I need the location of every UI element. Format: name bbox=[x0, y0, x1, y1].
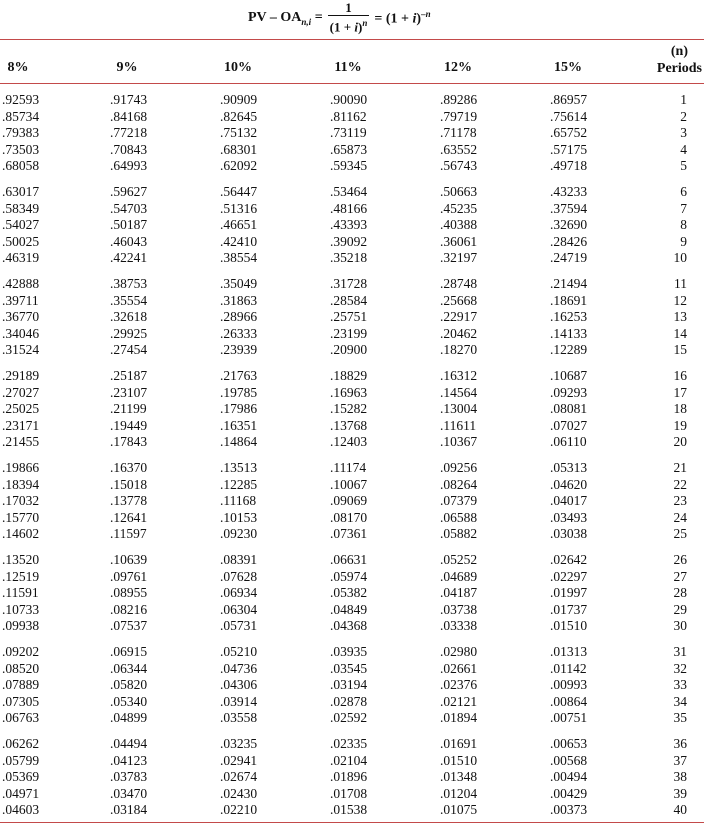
table-cell: .07361 bbox=[330, 526, 368, 542]
table-cell: .23939 bbox=[220, 342, 258, 358]
table-cell: .13778 bbox=[110, 493, 148, 509]
table-cell: .51316 bbox=[220, 200, 258, 216]
period-cell: 2 bbox=[680, 108, 687, 124]
table-cell: .25025 bbox=[2, 401, 40, 417]
table-cell: .05974 bbox=[330, 568, 368, 584]
table-cell: .40388 bbox=[440, 217, 478, 233]
period-cell: 11 bbox=[674, 276, 687, 291]
table-cell: .09293 bbox=[550, 384, 588, 400]
table-cell: .05820 bbox=[110, 677, 148, 693]
table-cell: .29189 bbox=[2, 368, 40, 383]
table-cell: .01737 bbox=[550, 601, 588, 617]
table-cell: .12519 bbox=[2, 568, 40, 584]
table-cell: .43393 bbox=[330, 217, 368, 233]
table-cell: .07537 bbox=[110, 618, 148, 634]
table-cell: .07305 bbox=[2, 693, 40, 709]
table-cell: .15018 bbox=[110, 476, 148, 492]
table-cell: .50663 bbox=[440, 184, 478, 199]
table-cell: .05799 bbox=[2, 752, 40, 768]
table-cell: .09938 bbox=[2, 618, 40, 634]
table-cell: .06915 bbox=[110, 644, 148, 659]
table-cell: .03493 bbox=[550, 509, 588, 525]
table-cell: .06588 bbox=[440, 509, 478, 525]
table-cell: .42888 bbox=[2, 276, 40, 291]
table-cell: .02980 bbox=[440, 644, 478, 659]
period-cell: 20 bbox=[673, 434, 687, 450]
table-cell: .16351 bbox=[220, 417, 258, 433]
table-cell: .02878 bbox=[330, 693, 368, 709]
table-cell: .53464 bbox=[330, 184, 368, 199]
table-cell: .00494 bbox=[550, 769, 588, 785]
table-cell: .09230 bbox=[220, 526, 258, 542]
table-cell: .13513 bbox=[220, 460, 258, 475]
table-cell: .09202 bbox=[2, 644, 40, 659]
period-cell: 13 bbox=[673, 309, 687, 325]
table-cell: .04971 bbox=[2, 785, 40, 801]
table-cell: .04736 bbox=[220, 660, 258, 676]
table-cell: .73503 bbox=[2, 141, 40, 157]
table-cell: .04620 bbox=[550, 476, 588, 492]
periods-header-n: (n) bbox=[670, 44, 688, 59]
table-cell: .05369 bbox=[2, 769, 40, 785]
column-header: 8% bbox=[7, 60, 29, 75]
table-cell: .82645 bbox=[220, 108, 258, 124]
period-cell: 21 bbox=[673, 460, 687, 475]
table-cell: .38753 bbox=[110, 276, 148, 291]
table-cell: .70843 bbox=[110, 141, 148, 157]
table-cell: .39092 bbox=[330, 233, 368, 249]
table-cell: .03935 bbox=[330, 644, 368, 659]
column-header: 15% bbox=[554, 60, 582, 75]
table-cell: .03558 bbox=[220, 710, 258, 726]
table-cell: .31728 bbox=[330, 276, 368, 291]
table-cell: .79719 bbox=[440, 108, 478, 124]
formula-rhs: = $(1 + i)^{-n}$ bbox=[374, 8, 431, 27]
table-cell: .35554 bbox=[110, 292, 148, 308]
table-cell: .36061 bbox=[440, 233, 478, 249]
table-cell: .10639 bbox=[110, 552, 148, 567]
table-cell: .01894 bbox=[440, 710, 478, 726]
period-cell: 22 bbox=[673, 476, 687, 492]
formula-numerator: 1 bbox=[345, 0, 352, 16]
table-cell: .18829 bbox=[330, 368, 368, 383]
period-cell: 15 bbox=[673, 342, 687, 358]
table-cell: .04849 bbox=[330, 601, 368, 617]
table-cell: .54703 bbox=[110, 200, 148, 216]
formula-lhs: PV – $OA_{n,i}$ = bbox=[248, 9, 323, 27]
table-cell: .03184 bbox=[110, 802, 148, 818]
table-cell: .89286 bbox=[440, 92, 478, 107]
table-cell: .12641 bbox=[110, 509, 148, 525]
table-cell: .17032 bbox=[2, 493, 40, 509]
table-cell: .02297 bbox=[550, 568, 588, 584]
table-cell: .28426 bbox=[550, 233, 588, 249]
table-cell: .08520 bbox=[2, 660, 40, 676]
period-cell: 38 bbox=[673, 769, 687, 785]
table-cell: .06262 bbox=[2, 736, 40, 751]
table-cell: .18394 bbox=[2, 476, 40, 492]
table-cell: .16370 bbox=[110, 460, 148, 475]
period-cell: 12 bbox=[673, 292, 687, 308]
table-cell: .02104 bbox=[330, 752, 368, 768]
table-cell: .05382 bbox=[330, 585, 368, 601]
table-cell: .21763 bbox=[220, 368, 258, 383]
table-cell: .19449 bbox=[110, 417, 148, 433]
table-cell: .03338 bbox=[440, 618, 478, 634]
table-cell: .01348 bbox=[440, 769, 478, 785]
table-cell: .03194 bbox=[330, 677, 368, 693]
table-cell: .08391 bbox=[220, 552, 258, 567]
table-cell: .00429 bbox=[550, 785, 588, 801]
table-cell: .81162 bbox=[330, 108, 367, 124]
table-cell: .48166 bbox=[330, 200, 368, 216]
table-cell: .01075 bbox=[440, 802, 478, 818]
column-header: 9% bbox=[116, 60, 138, 75]
period-cell: 31 bbox=[673, 644, 687, 659]
table-cell: .23107 bbox=[110, 384, 148, 400]
table-cell: .31863 bbox=[220, 292, 258, 308]
table-cell: .75132 bbox=[220, 125, 258, 141]
period-cell: 8 bbox=[680, 217, 687, 233]
table-cell: .20462 bbox=[440, 325, 478, 341]
header-rule bbox=[0, 83, 704, 84]
table-cell: .14602 bbox=[2, 526, 40, 542]
table-cell: .21455 bbox=[2, 434, 40, 450]
period-cell: 17 bbox=[673, 384, 687, 400]
table-cell: .04899 bbox=[110, 710, 148, 726]
table-cell: .27027 bbox=[2, 384, 40, 400]
table-cell: .04123 bbox=[110, 752, 148, 768]
table-cell: .25751 bbox=[330, 309, 368, 325]
table-cell: .45235 bbox=[440, 200, 478, 216]
period-cell: 6 bbox=[680, 184, 687, 199]
table-cell: .01538 bbox=[330, 802, 368, 818]
period-cell: 14 bbox=[673, 325, 687, 341]
table-cell: .18691 bbox=[550, 292, 588, 308]
table-cell: .10687 bbox=[550, 368, 588, 383]
table-cell: .28584 bbox=[330, 292, 368, 308]
period-cell: 23 bbox=[673, 493, 687, 509]
period-cell: 24 bbox=[673, 509, 687, 525]
table-cell: .10733 bbox=[2, 601, 40, 617]
table-cell: .03545 bbox=[330, 660, 368, 676]
table-cell: .28748 bbox=[440, 276, 478, 291]
table-cell: .01313 bbox=[550, 644, 588, 659]
table-cell: .01510 bbox=[550, 618, 588, 634]
table-cell: .04368 bbox=[330, 618, 368, 634]
table-cell: .03038 bbox=[550, 526, 588, 542]
table-cell: .03235 bbox=[220, 736, 258, 751]
table-cell: .00864 bbox=[550, 693, 588, 709]
table-cell: .13520 bbox=[2, 552, 40, 567]
table-cell: .39711 bbox=[2, 292, 39, 308]
table-cell: .26333 bbox=[220, 325, 258, 341]
table-cell: .04187 bbox=[440, 585, 478, 601]
table-cell: .73119 bbox=[330, 125, 367, 141]
table-cell: .10153 bbox=[220, 509, 258, 525]
table-cell: .75614 bbox=[550, 108, 588, 124]
table-cell: .24719 bbox=[550, 250, 588, 266]
period-cell: 10 bbox=[673, 250, 687, 266]
table-cell: .59627 bbox=[110, 184, 148, 199]
table-cell: .90090 bbox=[330, 92, 368, 107]
table-cell: .50025 bbox=[2, 233, 40, 249]
table-cell: .06934 bbox=[220, 585, 258, 601]
table-cell: .07889 bbox=[2, 677, 40, 693]
table-cell: .09761 bbox=[110, 568, 148, 584]
periods-header bbox=[657, 43, 702, 77]
table-cell: .18270 bbox=[440, 342, 478, 358]
table-cell: .77218 bbox=[110, 125, 148, 141]
table-cell: .46319 bbox=[2, 250, 40, 266]
table-cell: .62092 bbox=[220, 158, 258, 174]
table-cell: .31524 bbox=[2, 342, 40, 358]
table-cell: .90909 bbox=[220, 92, 258, 107]
table-cell: .42241 bbox=[110, 250, 148, 266]
table-cell: .13768 bbox=[330, 417, 368, 433]
table-cell: .84168 bbox=[110, 108, 148, 124]
table-cell: .05313 bbox=[550, 460, 588, 475]
table-cell: .09069 bbox=[330, 493, 368, 509]
period-cell: 34 bbox=[673, 693, 687, 709]
table-cell: .35049 bbox=[220, 276, 258, 291]
table-cell: .06344 bbox=[110, 660, 148, 676]
table-cell: .02376 bbox=[440, 677, 478, 693]
table-cell: .22917 bbox=[440, 309, 478, 325]
table-cell: .02674 bbox=[220, 769, 258, 785]
period-cell: 9 bbox=[680, 233, 687, 249]
table-cell: .06631 bbox=[330, 552, 368, 567]
table-cell: .21199 bbox=[110, 401, 147, 417]
table-cell: .91743 bbox=[110, 92, 148, 107]
formula-fraction bbox=[328, 1, 370, 34]
table-cell: .11174 bbox=[330, 460, 367, 475]
table-cell: .08170 bbox=[330, 509, 368, 525]
column-header: 10% bbox=[224, 60, 252, 75]
period-cell: 3 bbox=[680, 125, 687, 141]
column-header: 11% bbox=[334, 60, 362, 75]
period-cell: 30 bbox=[673, 618, 687, 634]
table-cell: .57175 bbox=[550, 141, 588, 157]
table-cell: .56447 bbox=[220, 184, 258, 199]
table-cell: .07027 bbox=[550, 417, 588, 433]
table-cell: .14564 bbox=[440, 384, 478, 400]
period-cell: 18 bbox=[673, 401, 687, 417]
table-cell: .65873 bbox=[330, 141, 368, 157]
table-cell: .03738 bbox=[440, 601, 478, 617]
table-cell: .32197 bbox=[440, 250, 478, 266]
table-cell: .68058 bbox=[2, 158, 40, 174]
period-cell: 19 bbox=[673, 417, 687, 433]
table-cell: .92593 bbox=[2, 92, 40, 107]
period-cell: 32 bbox=[673, 660, 687, 676]
period-cell: 7 bbox=[680, 200, 687, 216]
table-cell: .05882 bbox=[440, 526, 478, 542]
table-cell: .02121 bbox=[440, 693, 478, 709]
table-cell: .37594 bbox=[550, 200, 588, 216]
period-cell: 16 bbox=[673, 368, 687, 383]
table-cell: .03470 bbox=[110, 785, 148, 801]
table-cell: .59345 bbox=[330, 158, 368, 174]
table-cell: .00373 bbox=[550, 802, 588, 818]
table-cell: .12289 bbox=[550, 342, 588, 358]
table-cell: .10067 bbox=[330, 476, 368, 492]
period-cell: 4 bbox=[680, 141, 687, 157]
table-cell: .01204 bbox=[440, 785, 478, 801]
table-cell: .02661 bbox=[440, 660, 478, 676]
table-cell: .09256 bbox=[440, 460, 478, 475]
table-cell: .01997 bbox=[550, 585, 588, 601]
table-cell: .19866 bbox=[2, 460, 40, 475]
table-cell: .10367 bbox=[440, 434, 478, 450]
period-cell: 27 bbox=[673, 568, 687, 584]
table-cell: .46651 bbox=[220, 217, 258, 233]
table-cell: .14133 bbox=[550, 325, 588, 341]
table-cell: .00751 bbox=[550, 710, 588, 726]
table-cell: .07379 bbox=[440, 493, 478, 509]
table-cell: .68301 bbox=[220, 141, 258, 157]
table-cell: .15770 bbox=[2, 509, 40, 525]
table-cell: .21494 bbox=[550, 276, 588, 291]
table-cell: .06763 bbox=[2, 710, 40, 726]
table-cell: .35218 bbox=[330, 250, 368, 266]
table-cell: .43233 bbox=[550, 184, 588, 199]
table-cell: .17986 bbox=[220, 401, 258, 417]
table-cell: .27454 bbox=[110, 342, 148, 358]
table-cell: .08264 bbox=[440, 476, 478, 492]
table-cell: .01896 bbox=[330, 769, 368, 785]
table-cell: .16253 bbox=[550, 309, 588, 325]
table-cell: .01691 bbox=[440, 736, 478, 751]
table-cell: .05210 bbox=[220, 644, 258, 659]
table-cell: .02941 bbox=[220, 752, 258, 768]
table-cell: .05731 bbox=[220, 618, 258, 634]
table-cell: .06304 bbox=[220, 601, 258, 617]
table-cell: .02335 bbox=[330, 736, 368, 751]
table-cell: .02642 bbox=[550, 552, 588, 567]
table-cell: .23171 bbox=[2, 417, 40, 433]
period-cell: 35 bbox=[673, 710, 687, 726]
table-cell: .00993 bbox=[550, 677, 588, 693]
table-cell: .03914 bbox=[220, 693, 258, 709]
table-cell: .03783 bbox=[110, 769, 148, 785]
period-cell: 36 bbox=[673, 736, 687, 751]
table-cell: .71178 bbox=[440, 125, 477, 141]
period-cell: 33 bbox=[673, 677, 687, 693]
bottom-rule bbox=[0, 822, 704, 823]
table-cell: .85734 bbox=[2, 108, 40, 124]
table-cell: .17843 bbox=[110, 434, 148, 450]
table-cell: .54027 bbox=[2, 217, 40, 233]
period-cell: 40 bbox=[673, 802, 687, 818]
period-cell: 25 bbox=[673, 526, 687, 542]
table-cell: .11611 bbox=[440, 417, 477, 433]
period-cell: 37 bbox=[673, 752, 687, 768]
table-cell: .08081 bbox=[550, 401, 588, 417]
table-cell: .14864 bbox=[220, 434, 258, 450]
table-cell: .11597 bbox=[110, 526, 147, 542]
table-cell: .02430 bbox=[220, 785, 258, 801]
period-cell: 5 bbox=[680, 158, 687, 174]
table-cell: .11168 bbox=[220, 493, 257, 509]
top-rule bbox=[0, 39, 704, 40]
table-cell: .04306 bbox=[220, 677, 258, 693]
table-cell: .13004 bbox=[440, 401, 478, 417]
table-cell: .64993 bbox=[110, 158, 148, 174]
table-cell: .08955 bbox=[110, 585, 148, 601]
table-cell: .08216 bbox=[110, 601, 148, 617]
table-cell: .02210 bbox=[220, 802, 258, 818]
formula-denominator: $(1 + i)^n$ bbox=[328, 15, 370, 34]
table-cell: .04494 bbox=[110, 736, 148, 751]
table-cell: .36770 bbox=[2, 309, 40, 325]
table-cell: .05252 bbox=[440, 552, 478, 567]
table-cell: .29925 bbox=[110, 325, 148, 341]
table-cell: .15282 bbox=[330, 401, 368, 417]
column-header: 12% bbox=[444, 60, 472, 75]
table-cell: .07628 bbox=[220, 568, 258, 584]
table-cell: .04603 bbox=[2, 802, 40, 818]
table-cell: .06110 bbox=[550, 434, 587, 450]
table-cell: .00653 bbox=[550, 736, 588, 751]
table-cell: .32618 bbox=[110, 309, 148, 325]
table-cell: .42410 bbox=[220, 233, 258, 249]
table-cell: .49718 bbox=[550, 158, 588, 174]
table-cell: .04689 bbox=[440, 568, 478, 584]
table-cell: .58349 bbox=[2, 200, 40, 216]
table-cell: .16312 bbox=[440, 368, 478, 383]
period-cell: 29 bbox=[673, 601, 687, 617]
table-cell: .25668 bbox=[440, 292, 478, 308]
table-cell: .12285 bbox=[220, 476, 258, 492]
table-cell: .01142 bbox=[550, 660, 587, 676]
period-cell: 26 bbox=[673, 552, 687, 567]
table-cell: .32690 bbox=[550, 217, 588, 233]
table-cell: .23199 bbox=[330, 325, 368, 341]
periods-header-label: Periods bbox=[656, 61, 702, 76]
table-cell: .00568 bbox=[550, 752, 588, 768]
table-cell: .65752 bbox=[550, 125, 588, 141]
period-cell: 1 bbox=[680, 92, 687, 107]
table-cell: .19785 bbox=[220, 384, 258, 400]
table-cell: .28966 bbox=[220, 309, 258, 325]
table-cell: .02592 bbox=[330, 710, 368, 726]
table-cell: .56743 bbox=[440, 158, 478, 174]
table-cell: .04017 bbox=[550, 493, 588, 509]
table-cell: .63017 bbox=[2, 184, 40, 199]
table-cell: .50187 bbox=[110, 217, 148, 233]
table-cell: .63552 bbox=[440, 141, 478, 157]
formula-title bbox=[248, 0, 431, 36]
period-cell: 39 bbox=[673, 785, 687, 801]
table-cell: .12403 bbox=[330, 434, 368, 450]
table-cell: .38554 bbox=[220, 250, 258, 266]
table-cell: .20900 bbox=[330, 342, 368, 358]
table-cell: .16963 bbox=[330, 384, 368, 400]
table-cell: .01708 bbox=[330, 785, 368, 801]
table-cell: .86957 bbox=[550, 92, 588, 107]
table-cell: .25187 bbox=[110, 368, 148, 383]
table-cell: .05340 bbox=[110, 693, 148, 709]
table-cell: .79383 bbox=[2, 125, 40, 141]
period-cell: 28 bbox=[673, 585, 687, 601]
table-cell: .11591 bbox=[2, 585, 39, 601]
table-cell: .34046 bbox=[2, 325, 40, 341]
table-cell: .46043 bbox=[110, 233, 148, 249]
table-cell: .01510 bbox=[440, 752, 478, 768]
